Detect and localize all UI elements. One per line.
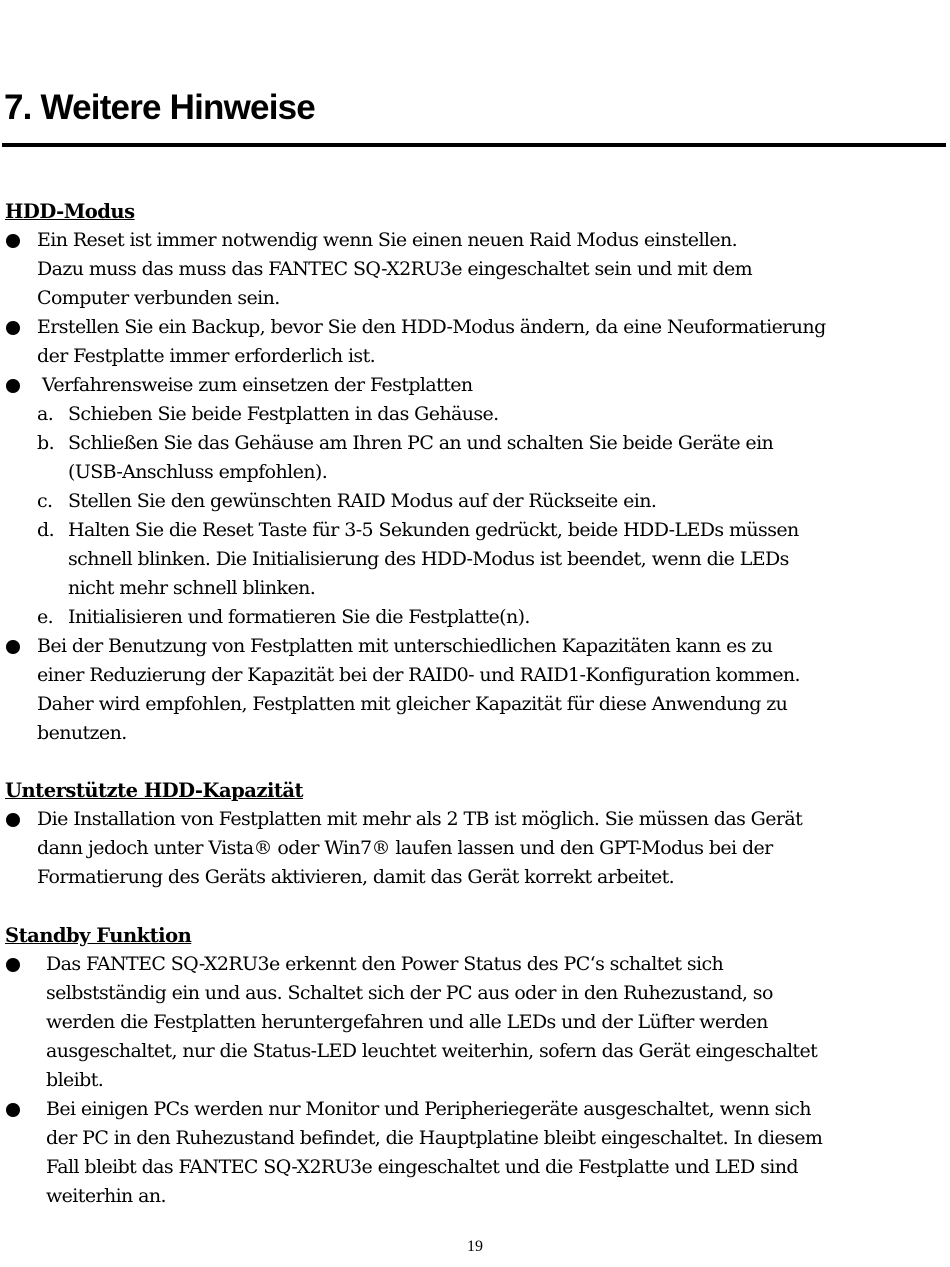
step-line: Stellen Sie den gewünschten RAID Modus auf der Rückseite ein. bbox=[68, 490, 657, 512]
bullet-icon bbox=[6, 958, 20, 972]
bullet-line: Fall bleibt das FANTEC SQ-X2RU3e eingeschaltet und die Festplatte und LED sind bbox=[46, 1156, 798, 1178]
bullet-line: bleibt. bbox=[46, 1069, 104, 1091]
bullet-line: weiterhin an. bbox=[46, 1185, 166, 1207]
bullet-icon bbox=[6, 1103, 20, 1117]
bullet-line: Bei einigen PCs werden nur Monitor und Peripheriegeräte ausgeschaltet, wenn sich bbox=[46, 1098, 811, 1120]
bullet-line: Verfahrensweise zum einsetzen der Festplatten bbox=[42, 374, 473, 396]
step-line: Initialisieren und formatieren Sie die Festplatte(n). bbox=[68, 606, 530, 628]
step-line: Halten Sie die Reset Taste für 3-5 Sekunden gedrückt, beide HDD-LEDs müssen bbox=[68, 519, 799, 541]
bullet-line: werden die Festplatten heruntergefahren und alle LEDs und der Lüfter werden bbox=[46, 1011, 768, 1033]
step-marker: c. bbox=[37, 490, 53, 512]
step-line: schnell blinken. Die Initialisierung des HDD-Modus ist beendet, wenn die LEDs bbox=[68, 548, 789, 570]
step-marker: d. bbox=[37, 519, 55, 541]
bullet-line: Erstellen Sie ein Backup, bevor Sie den HDD-Modus ändern, da eine Neuformatierung bbox=[37, 316, 826, 338]
step-marker: e. bbox=[37, 606, 54, 628]
bullet-line: der Festplatte immer erforderlich ist. bbox=[37, 345, 376, 367]
step-line: Schieben Sie beide Festplatten in das Gehäuse. bbox=[68, 403, 499, 425]
bullet-icon bbox=[6, 234, 20, 248]
bullet-line: Die Installation von Festplatten mit mehr als 2 TB ist möglich. Sie müssen das Gerät bbox=[37, 808, 803, 830]
bullet-line: Dazu muss das muss das FANTEC SQ-X2RU3e eingeschaltet sein und mit dem bbox=[37, 258, 753, 280]
bullet-line: Das FANTEC SQ-X2RU3e erkennt den Power Status des PC‘s schaltet sich bbox=[46, 953, 724, 975]
title-divider bbox=[2, 143, 946, 147]
step-line: nicht mehr schnell blinken. bbox=[68, 577, 316, 599]
bullet-line: Daher wird empfohlen, Festplatten mit gleicher Kapazität für diese Anwendung zu bbox=[37, 693, 788, 715]
step-line: Schließen Sie das Gehäuse am Ihren PC an und schalten Sie beide Geräte ein bbox=[68, 432, 774, 454]
bullet-icon bbox=[6, 321, 20, 335]
page-title: 7. Weitere Hinweise bbox=[4, 88, 315, 127]
page-number: 19 bbox=[467, 1238, 483, 1255]
bullet-icon bbox=[6, 813, 20, 827]
bullet-icon bbox=[6, 379, 20, 393]
bullet-line: Ein Reset ist immer notwendig wenn Sie einen neuen Raid Modus einstellen. bbox=[37, 229, 738, 251]
step-marker: a. bbox=[37, 403, 54, 425]
bullet-line: Bei der Benutzung von Festplatten mit unterschiedlichen Kapazitäten kann es zu bbox=[37, 635, 773, 657]
bullet-line: ausgeschaltet, nur die Status-LED leuchtet weiterhin, sofern das Gerät eingeschaltet bbox=[46, 1040, 818, 1062]
heading-supported-capacity: Unterstützte HDD-Kapazität bbox=[5, 779, 304, 802]
bullet-line: selbstständig ein und aus. Schaltet sich der PC aus oder in den Ruhezustand, so bbox=[46, 982, 773, 1004]
bullet-line: Formatierung des Geräts aktivieren, damit das Gerät korrekt arbeitet. bbox=[37, 866, 675, 888]
bullet-line: dann jedoch unter Vista® oder Win7® laufen lassen und den GPT-Modus bei der bbox=[37, 837, 773, 859]
heading-hdd-mode: HDD-Modus bbox=[5, 200, 135, 223]
heading-standby: Standby Funktion bbox=[5, 924, 192, 947]
step-marker: b. bbox=[37, 432, 55, 454]
step-line: (USB-Anschluss empfohlen). bbox=[68, 461, 328, 483]
bullet-line: benutzen. bbox=[37, 722, 127, 744]
bullet-icon bbox=[6, 640, 20, 654]
bullet-line: der PC in den Ruhezustand befindet, die Hauptplatine bleibt eingeschaltet. In diesem bbox=[46, 1127, 823, 1149]
bullet-line: Computer verbunden sein. bbox=[37, 287, 280, 309]
bullet-line: einer Reduzierung der Kapazität bei der RAID0- und RAID1-Konfiguration kommen. bbox=[37, 664, 800, 686]
